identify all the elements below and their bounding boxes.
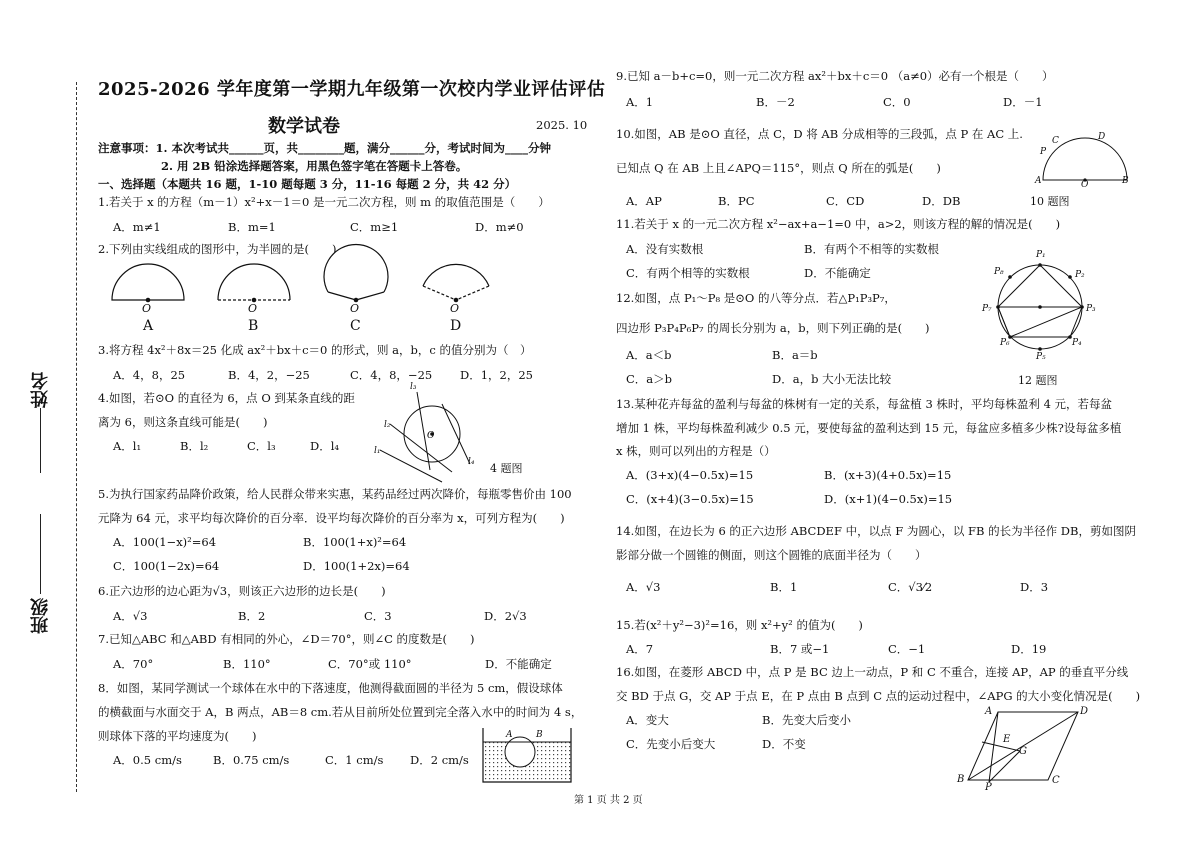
q16-option-a: A．变大	[626, 713, 669, 727]
q13-option-d: D．(x+1)(4−0.5x)=15	[824, 492, 953, 506]
binding-line	[76, 82, 77, 792]
q4-line-l3: l₃	[410, 382, 417, 392]
question-6: 6.正六边形的边心距为√3，则该正六边形的边长是( )	[98, 584, 386, 598]
q12-point-p8: P₈	[994, 267, 1004, 277]
question-12-line1: 12.如图，点 P₁～P₈ 是⊙O 的八等分点．若△P₁P₃P₇，	[616, 291, 896, 305]
q13-option-c: C．(x+4)(3−0.5x)=15	[626, 492, 754, 506]
q5-option-a: A．100(1−x)²=64	[113, 535, 217, 549]
q7-option-b: B．110°	[223, 657, 271, 671]
q10-semicircle-figure	[1035, 135, 1135, 185]
q9-option-d: D．－1	[1003, 95, 1043, 109]
name-blank	[40, 408, 41, 473]
q3-option-a: A．4，8，25	[113, 368, 186, 382]
question-4-line1: 4.如图，若⊙O 的直径为 6，点 O 到某条直线的距	[98, 391, 355, 405]
q14-option-a: A．√3	[626, 580, 661, 594]
exam-title: 2025-2026 学年度第一学期九年级第一次校内学业评估评估	[98, 79, 606, 100]
q2-center-label-b: O	[248, 302, 258, 315]
question-13-line1: 13.某种花卉每盆的盈利与每盆的株树有一定的关系，每盆植 3 株时，平均每株盈利 4 元，若每盆	[616, 397, 1113, 411]
q9-option-a: A．1	[626, 95, 654, 109]
q12-point-p5: P₅	[1036, 352, 1046, 362]
q16-point-a: A	[985, 706, 993, 717]
q3-option-d: D．1，2，25	[460, 368, 533, 382]
q6-option-a: A．√3	[113, 609, 148, 623]
question-1: 1.若关于 x 的方程（m－1）x²+x－1＝0 是一元二次方程，则 m 的取值范围是（ ）	[98, 195, 550, 209]
name-label: 姓名	[30, 372, 51, 408]
q12-point-p6: P₆	[1000, 338, 1010, 348]
question-8-line1: 8．如图，某同学测试一个球体在水中的下落速度，他测得截面圆的半径为 5 cm，假设球体	[98, 681, 563, 695]
q7-option-d: D．不能确定	[485, 657, 552, 671]
q8-option-a: A．0.5 cm/s	[113, 753, 182, 767]
question-3: 3.将方程 4x²＋8x＝25 化成 ax²＋bx＋c＝0 的形式，则 a，b，c 的值分别为（ ）	[98, 343, 532, 357]
q10-option-d: D．DB	[922, 194, 961, 208]
q10-option-a: A．AP	[626, 194, 662, 208]
q13-option-a: A．(3+x)(4−0.5x)=15	[626, 468, 754, 482]
q10-option-b: B．PC	[718, 194, 755, 208]
question-10-line2: 已知点 Q 在 AB 上且∠APQ＝115°，则点 Q 所在的弧是( )	[616, 161, 941, 175]
q9-option-c: C．0	[883, 95, 911, 109]
q2-figure-b: B	[248, 318, 259, 334]
question-5-line1: 5.为执行国家药品降价政策，给人民群众带来实惠，某药品经过两次降价，每瓶零售价由 100	[98, 487, 572, 501]
q12-option-a: A．a＜b	[626, 348, 672, 362]
q16-option-d: D．不变	[762, 737, 806, 751]
question-12-line2: 四边形 P₃P₄P₆P₇ 的周长分别为 a，b，则下列正确的是( )	[616, 321, 930, 335]
q10-point-b: B	[1122, 176, 1129, 186]
q8-option-b: B．0.75 cm/s	[213, 753, 290, 767]
q4-option-c: C．l₃	[247, 439, 276, 453]
q7-option-a: A．70°	[113, 657, 154, 671]
q4-option-a: A．l₁	[113, 439, 142, 453]
q8-option-d: D．2 cm/s	[410, 753, 469, 767]
class-label: 班级	[30, 598, 51, 634]
q1-option-a: A．m≠1	[113, 220, 161, 234]
question-13-line3: x 株，则可以列出的方程是（）	[616, 444, 776, 458]
q6-option-d: D．2√3	[484, 609, 527, 623]
q12-option-d: D．a，b 大小无法比较	[772, 372, 892, 386]
q8-water-sphere-figure	[480, 725, 576, 785]
exam-subtitle: 数学试卷	[268, 116, 340, 137]
svg-text:O: O	[427, 431, 435, 441]
q1-option-d: D．m≠0	[475, 220, 524, 234]
q16-rhombus-figure	[958, 708, 1098, 788]
q12-point-p7: P₇	[982, 304, 992, 314]
question-5-line2: 元降为 64 元，求平均每次降价的百分率．设平均每次降价的百分率为 x，可列方程为( )	[98, 511, 565, 525]
q14-option-d: D．3	[1020, 580, 1049, 594]
q4-line-l2: l₂	[384, 420, 391, 430]
notice-line-1: 注意事项：1. 本次考试共______页，共________题，满分______分，考试时间为____分钟	[98, 141, 552, 155]
question-15: 15.若(x²＋y²−3)²=16，则 x²+y² 的值为( )	[616, 618, 863, 632]
question-9: 9.已知 a－b+c=0，则一元二次方程 ax²＋bx＋c＝0 （a≠0）必有一个根是（ ）	[616, 69, 1054, 83]
q11-option-d: D．不能确定	[804, 266, 871, 280]
q12-point-p2: P₂	[1075, 270, 1085, 280]
q12-figure-caption: 12 题图	[1018, 374, 1058, 387]
q8-point-b: B	[536, 730, 543, 740]
question-11: 11.若关于 x 的一元二次方程 x²−ax+a−1=0 中，a>2，则该方程的解的情况是( )	[616, 217, 1061, 231]
q12-point-p1: P₁	[1036, 250, 1046, 260]
section-heading: 一、选择题（本题共 16 题，1-10 题每题 3 分，11-16 每题 2 分，共 42 分）	[98, 177, 517, 191]
question-14-line1: 14.如图，在边长为 6 的正六边形 ABCDEF 中，以点 F 为圆心，以 FB 的长为半径作 DB，剪如图阴	[616, 524, 1136, 538]
q5-option-c: C．100(1−2x)=64	[113, 559, 220, 573]
q6-option-b: B．2	[238, 609, 266, 623]
class-blank	[40, 514, 41, 594]
q7-option-c: C．70°或 110°	[328, 657, 412, 671]
q8-option-c: C．1 cm/s	[325, 753, 384, 767]
q15-option-a: A．7	[626, 642, 654, 656]
question-14-line2: 影部分做一个圆锥的侧面，则这个圆锥的底面半径为（ ）	[616, 548, 927, 562]
q12-option-c: C．a＞b	[626, 372, 673, 386]
question-16-line1: 16.如图，在菱形 ABCD 中，点 P 是 BC 边上一动点，P 和 C 不重合，连接 AP，AP 的垂直平分线	[616, 665, 1129, 679]
q10-point-d: D	[1098, 132, 1106, 142]
question-8-line2: 的横截面与水面交于 A，B 两点，AB＝8 cm.若从目前所处位置到完全落入水中的时间为 4 s，	[98, 705, 583, 719]
q12-option-b: B．a＝b	[772, 348, 818, 362]
q16-point-b: B	[957, 774, 965, 785]
q10-point-o: O	[1081, 180, 1089, 190]
q3-option-b: B．4，2，−25	[228, 368, 310, 382]
notice-line-2: 2. 用 2B 铅涂选择题答案，用黑色签字笔在答题卡上答卷。	[161, 159, 468, 173]
q4-line-l4: l₄	[468, 457, 475, 467]
q2-center-label-d: O	[450, 302, 460, 315]
q10-figure-caption: 10 题图	[1030, 195, 1070, 208]
q11-option-b: B．有两个不相等的实数根	[804, 242, 939, 256]
question-10-line1: 10.如图，AB 是⊙O 直径，点 C，D 将 AB 分成相等的三段弧，点 P 在 AC 上.	[616, 127, 1023, 141]
q2-center-label-c: O	[350, 302, 360, 315]
q15-option-d: D．19	[1011, 642, 1047, 656]
q15-option-c: C．−1	[888, 642, 926, 656]
q10-option-c: C．CD	[826, 194, 865, 208]
question-4-line2: 离为 6，则这条直线可能是( )	[98, 415, 268, 429]
q11-option-c: C．有两个相等的实数根	[626, 266, 750, 280]
q1-option-b: B．m=1	[228, 220, 276, 234]
q13-option-b: B．(x+3)(4+0.5x)=15	[824, 468, 952, 482]
question-8-line3: 则球体下落的平均速度为( )	[98, 729, 257, 743]
q2-figure-d: D	[450, 318, 462, 334]
q16-option-c: C．先变小后变大	[626, 737, 716, 751]
question-7: 7.已知△ABC 和△ABD 有相同的外心，∠D＝70°，则∠C 的度数是( )	[98, 632, 475, 646]
question-2: 2.下列由实线组成的图形中，为半圆的是( )	[98, 242, 337, 256]
page-number: 第 1 页 共 2 页	[574, 795, 643, 806]
q1-option-c: C．m≥1	[350, 220, 399, 234]
q3-option-c: C．4，8，−25	[350, 368, 433, 382]
q10-point-p: P	[1040, 147, 1047, 157]
q14-option-c: C．√3⁄2	[888, 580, 933, 594]
q2-center-label-a: O	[142, 302, 152, 315]
q10-point-a: A	[1035, 176, 1042, 186]
q11-option-a: A．没有实数根	[626, 242, 704, 256]
q6-option-c: C．3	[364, 609, 392, 623]
question-16-line2: 交 BD 于点 G，交 AP 于点 E，在 P 点由 B 点到 C 点的运动过程中，∠APG 的大小变化情况是( )	[616, 689, 1141, 703]
q5-option-d: D．100(1+2x)=64	[303, 559, 410, 573]
q16-point-g: G	[1019, 746, 1027, 757]
q12-point-p3: P₃	[1086, 304, 1096, 314]
q16-point-c: C	[1052, 775, 1060, 786]
q14-option-b: B．1	[770, 580, 798, 594]
q8-point-a: A	[506, 730, 513, 740]
q2-figure-a: A	[143, 318, 154, 334]
q15-option-b: B．7 或−1	[770, 642, 830, 656]
q4-figure-caption: 4 题图	[490, 462, 523, 475]
q16-point-e: E	[1003, 734, 1011, 745]
q4-option-d: D．l₄	[310, 439, 340, 453]
q9-option-b: B．－2	[756, 95, 795, 109]
q5-option-b: B．100(1+x)²=64	[303, 535, 407, 549]
exam-date: 2025. 10	[536, 118, 588, 132]
question-13-line2: 增加 1 株，平均每株盈利减少 0.5 元，要使每盆的盈利达到 15 元，每盆应多植多少株?设每盆多植	[616, 421, 1122, 435]
q4-line-l1: l₁	[374, 446, 381, 456]
q10-point-c: C	[1052, 136, 1059, 146]
q12-point-p4: P₄	[1072, 338, 1082, 348]
q16-point-d: D	[1080, 706, 1089, 717]
q2-figure-c: C	[350, 318, 361, 334]
q16-option-b: B．先变大后变小	[762, 713, 851, 727]
q4-option-b: B．l₂	[180, 439, 209, 453]
q16-point-p: P	[985, 782, 992, 793]
